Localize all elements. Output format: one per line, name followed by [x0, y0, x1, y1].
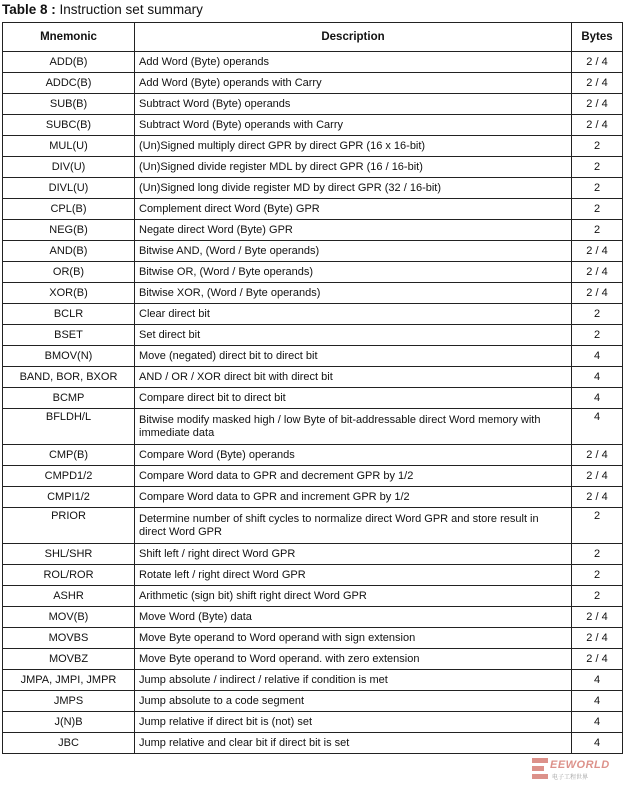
cell-description: Bitwise AND, (Word / Byte operands) [135, 241, 572, 262]
cell-bytes: 2 [572, 304, 623, 325]
cell-mnemonic: BCMP [3, 388, 135, 409]
cell-mnemonic: MOVBS [3, 628, 135, 649]
cell-mnemonic: ADDC(B) [3, 73, 135, 94]
cell-mnemonic: JMPA, JMPI, JMPR [3, 670, 135, 691]
cell-description: Compare Word data to GPR and decrement GPR by 1/2 [135, 466, 572, 487]
cell-mnemonic: BAND, BOR, BXOR [3, 367, 135, 388]
table-row [3, 565, 623, 586]
cell-mnemonic: ROL/ROR [3, 565, 135, 586]
cell-mnemonic: DIV(U) [3, 157, 135, 178]
cell-mnemonic: AND(B) [3, 241, 135, 262]
cell-mnemonic: CMP(B) [3, 445, 135, 466]
cell-bytes: 2 [572, 157, 623, 178]
cell-description: Rotate left / right direct Word GPR [135, 565, 572, 586]
table-row [3, 712, 623, 733]
table-row [3, 487, 623, 508]
cell-description: (Un)Signed long divide register MD by direct GPR (32 / 16-bit) [135, 178, 572, 199]
cell-description: Bitwise XOR, (Word / Byte operands) [135, 283, 572, 304]
cell-bytes: 2 [572, 178, 623, 199]
cell-description: (Un)Signed divide register MDL by direct GPR (16 / 16-bit) [135, 157, 572, 178]
cell-description: Move Byte operand to Word operand with sign extension [135, 628, 572, 649]
table-row [3, 262, 623, 283]
cell-bytes: 4 [572, 409, 623, 445]
instruction-set-table [2, 22, 623, 754]
cell-bytes: 2 [572, 565, 623, 586]
cell-mnemonic: PRIOR [3, 508, 135, 544]
table-row [3, 691, 623, 712]
table-row [3, 466, 623, 487]
cell-description: Compare direct bit to direct bit [135, 388, 572, 409]
cell-mnemonic: CPL(B) [3, 199, 135, 220]
header-bytes: Bytes [572, 23, 623, 52]
cell-bytes: 4 [572, 691, 623, 712]
cell-mnemonic: NEG(B) [3, 220, 135, 241]
table-row [3, 649, 623, 670]
cell-bytes: 2 [572, 586, 623, 607]
cell-bytes: 2 / 4 [572, 445, 623, 466]
header-description: Description [135, 23, 572, 52]
cell-description: Clear direct bit [135, 304, 572, 325]
cell-mnemonic: JMPS [3, 691, 135, 712]
cell-mnemonic: SHL/SHR [3, 544, 135, 565]
cell-description: Add Word (Byte) operands [135, 52, 572, 73]
cell-bytes: 2 [572, 199, 623, 220]
cell-description: Set direct bit [135, 325, 572, 346]
table-row [3, 733, 623, 754]
table-row [3, 94, 623, 115]
cell-mnemonic: XOR(B) [3, 283, 135, 304]
cell-bytes: 2 / 4 [572, 649, 623, 670]
table-row [3, 346, 623, 367]
table-row [3, 220, 623, 241]
cell-bytes: 2 [572, 508, 623, 544]
table-row [3, 670, 623, 691]
cell-mnemonic: OR(B) [3, 262, 135, 283]
cell-mnemonic: BFLDH/L [3, 409, 135, 445]
watermark-subtitle: 电子工程世界 [552, 774, 589, 781]
cell-mnemonic: MUL(U) [3, 136, 135, 157]
table-row [3, 388, 623, 409]
cell-bytes: 2 / 4 [572, 73, 623, 94]
cell-mnemonic: J(N)B [3, 712, 135, 733]
cell-mnemonic: CMPI1/2 [3, 487, 135, 508]
cell-description: Bitwise modify masked high / low Byte of bit-addressable direct Word memory with immediate data [135, 409, 572, 445]
table-row [3, 445, 623, 466]
table-row [3, 325, 623, 346]
cell-bytes: 4 [572, 712, 623, 733]
table-header-row [3, 23, 623, 52]
cell-bytes: 4 [572, 367, 623, 388]
cell-description: Subtract Word (Byte) operands with Carry [135, 115, 572, 136]
cell-description: Determine number of shift cycles to normalize direct Word GPR and store result in direct Word GPR [135, 508, 572, 544]
cell-bytes: 2 / 4 [572, 52, 623, 73]
cell-bytes: 2 / 4 [572, 283, 623, 304]
cell-bytes: 2 [572, 136, 623, 157]
watermark-brand: EEWORLD [550, 759, 610, 771]
cell-description: Add Word (Byte) operands with Carry [135, 73, 572, 94]
watermark-logo [528, 752, 624, 785]
table-row [3, 508, 623, 544]
table-row [3, 136, 623, 157]
cell-description: Move Byte operand to Word operand. with zero extension [135, 649, 572, 670]
table-row [3, 586, 623, 607]
cell-bytes: 4 [572, 388, 623, 409]
cell-description: Jump absolute to a code segment [135, 691, 572, 712]
cell-mnemonic: CMPD1/2 [3, 466, 135, 487]
cell-mnemonic: MOVBZ [3, 649, 135, 670]
cell-description: Arithmetic (sign bit) shift right direct Word GPR [135, 586, 572, 607]
cell-mnemonic: SUB(B) [3, 94, 135, 115]
cell-mnemonic: DIVL(U) [3, 178, 135, 199]
cell-description: Jump relative if direct bit is (not) set [135, 712, 572, 733]
cell-bytes: 2 / 4 [572, 487, 623, 508]
cell-description: Compare Word data to GPR and increment GPR by 1/2 [135, 487, 572, 508]
table-caption-text: Instruction set summary [59, 2, 203, 17]
cell-description: Shift left / right direct Word GPR [135, 544, 572, 565]
table-row [3, 73, 623, 94]
cell-description: Jump absolute / indirect / relative if condition is met [135, 670, 572, 691]
cell-description: Move (negated) direct bit to direct bit [135, 346, 572, 367]
cell-bytes: 2 [572, 325, 623, 346]
cell-mnemonic: MOV(B) [3, 607, 135, 628]
table-row [3, 199, 623, 220]
table-row [3, 409, 623, 445]
cell-bytes: 2 / 4 [572, 94, 623, 115]
cell-mnemonic: ADD(B) [3, 52, 135, 73]
cell-mnemonic: SUBC(B) [3, 115, 135, 136]
cell-mnemonic: ASHR [3, 586, 135, 607]
cell-bytes: 2 / 4 [572, 466, 623, 487]
cell-description: Negate direct Word (Byte) GPR [135, 220, 572, 241]
cell-description: Jump relative and clear bit if direct bit is set [135, 733, 572, 754]
cell-mnemonic: JBC [3, 733, 135, 754]
cell-bytes: 2 / 4 [572, 628, 623, 649]
cell-bytes: 2 / 4 [572, 241, 623, 262]
table-row [3, 241, 623, 262]
cell-description: Complement direct Word (Byte) GPR [135, 199, 572, 220]
table-row [3, 628, 623, 649]
table-caption [2, 2, 203, 18]
table-row [3, 157, 623, 178]
cell-mnemonic: BSET [3, 325, 135, 346]
eeworld-logo-icon [530, 756, 552, 782]
cell-mnemonic: BCLR [3, 304, 135, 325]
cell-bytes: 4 [572, 346, 623, 367]
cell-description: Move Word (Byte) data [135, 607, 572, 628]
cell-description: AND / OR / XOR direct bit with direct bit [135, 367, 572, 388]
cell-bytes: 2 / 4 [572, 607, 623, 628]
cell-bytes: 4 [572, 733, 623, 754]
cell-description: Bitwise OR, (Word / Byte operands) [135, 262, 572, 283]
header-mnemonic: Mnemonic [3, 23, 135, 52]
cell-mnemonic: BMOV(N) [3, 346, 135, 367]
cell-bytes: 4 [572, 670, 623, 691]
table-row [3, 115, 623, 136]
cell-description: (Un)Signed multiply direct GPR by direct GPR (16 x 16-bit) [135, 136, 572, 157]
cell-bytes: 2 / 4 [572, 262, 623, 283]
table-row [3, 304, 623, 325]
table-caption-label: Table 8 : [2, 2, 56, 17]
cell-bytes: 2 / 4 [572, 115, 623, 136]
cell-bytes: 2 [572, 220, 623, 241]
table-body [3, 52, 623, 754]
table-row [3, 607, 623, 628]
cell-description: Compare Word (Byte) operands [135, 445, 572, 466]
table-row [3, 178, 623, 199]
table-row [3, 367, 623, 388]
table-row [3, 544, 623, 565]
cell-description: Subtract Word (Byte) operands [135, 94, 572, 115]
cell-bytes: 2 [572, 544, 623, 565]
table-row [3, 52, 623, 73]
table-row [3, 283, 623, 304]
